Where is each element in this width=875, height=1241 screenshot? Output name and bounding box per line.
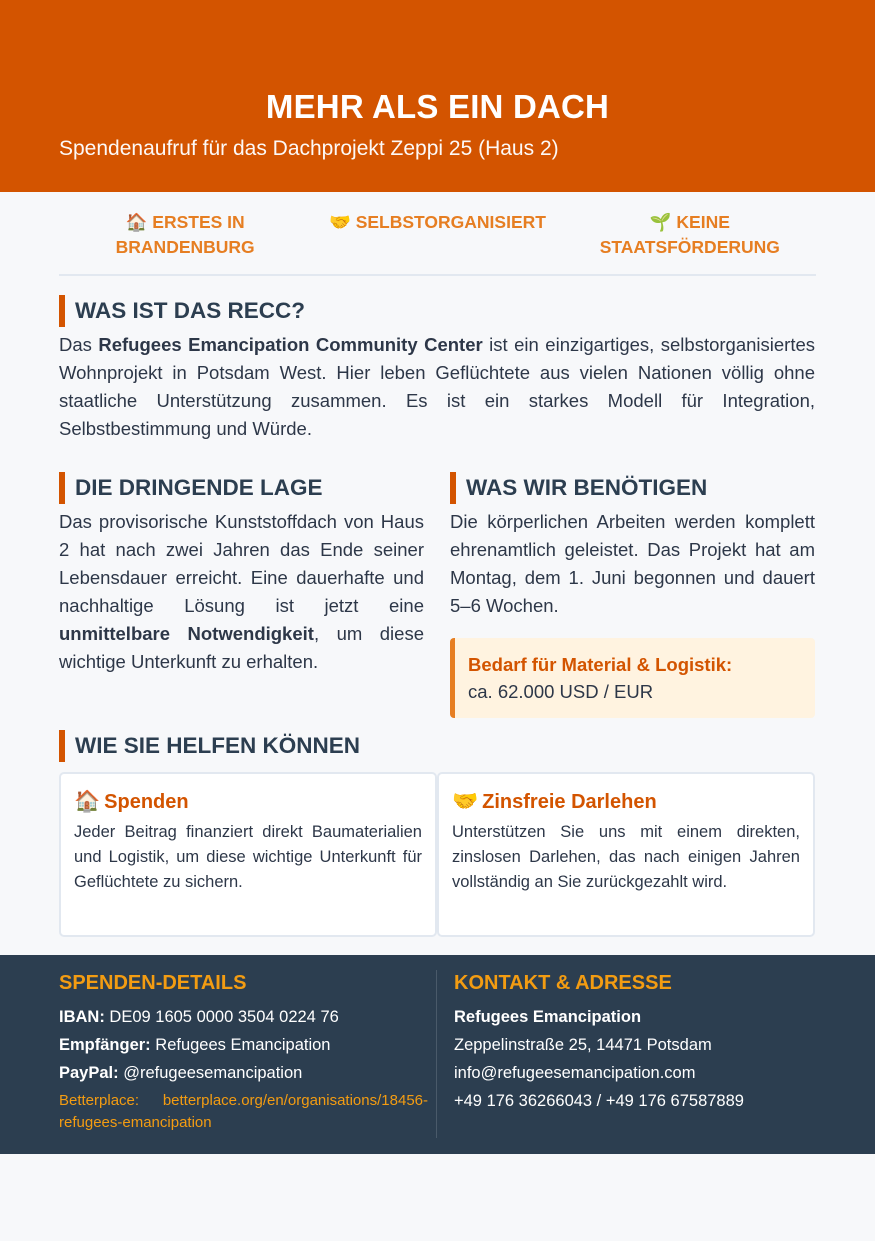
betterplace-link[interactable]: betterplace.org/en/organisations/18456-refugees-emancipation xyxy=(59,1092,428,1131)
handshake-icon: 🤝 xyxy=(452,790,479,813)
section-heading-text: WIE SIE HELFEN KÖNNEN xyxy=(75,733,361,758)
heading-accent-bar xyxy=(59,730,65,762)
feature-label: SELBSTORGANISIERT xyxy=(355,212,546,232)
page-subtitle: Spendenaufruf für das Dachprojekt Zeppi 25 (Haus 2) xyxy=(59,137,559,160)
footer xyxy=(0,955,875,1154)
contact-phone[interactable]: +49 176 36266043 / +49 176 67587889 xyxy=(454,1092,744,1110)
card-interest-free-loans xyxy=(437,772,815,937)
house-icon: 🏠 xyxy=(74,790,101,813)
page-title: MEHR ALS EIN DACH xyxy=(265,88,610,125)
card-text: Unterstützen Sie uns mit einem direkten, zinslosen Darlehen, das nach einigen Jahren vollständig an Sie zurückgezahlt wird. xyxy=(452,823,800,891)
feature-self-organized xyxy=(311,210,563,274)
card-title-text: Spenden xyxy=(104,791,189,813)
help-cards xyxy=(59,772,815,937)
card-donations xyxy=(59,772,437,937)
recc-description: Das Refugees Emancipation Community Center ist ein einzigartiges, selbstorganisiertes Wohnprojekt in Potsdam West. Hier leben Geflüchtete aus vielen Nationen völlig ohne staatliche Unterstützung zusammen. Es ist ein starkes Modell für Integration, Selbstbestimmung und Würde. xyxy=(59,334,816,439)
heading-accent-bar xyxy=(450,472,456,504)
funding-need-title: Bedarf für Material & Logistik: xyxy=(468,654,733,675)
funding-need-amount: ca. 62.000 USD / EUR xyxy=(468,681,654,702)
donation-details-title: SPENDEN-DETAILS xyxy=(59,972,247,994)
needs-description: Die körperlichen Arbeiten werden komplett ehrenamtlich geleistet. Das Projekt hat am Montag, dem 1. Juni begonnen und dauert 5–6 Wochen. xyxy=(450,511,815,616)
card-text: Jeder Beitrag finanziert direkt Baumaterialien und Logistik, um diese wichtige Unterkunft für Geflüchtete zu sichern. xyxy=(74,823,422,891)
iban-value: DE09 1605 0000 3504 0224 76 xyxy=(109,1008,339,1026)
card-title xyxy=(74,788,422,816)
seedling-icon: 🌱 xyxy=(649,212,672,232)
card-title-text: Zinsfreie Darlehen xyxy=(482,791,657,813)
urgent-description: Das provisorische Kunststoffdach von Haus 2 hat nach zwei Jahren das Ende seiner Lebensdauer erreicht. Eine dauerhafte und nachhaltige Lösung ist jetzt eine unmittelbare Notwendigkeit, um diese wichtige Unterkunft zu erhalten. xyxy=(59,511,424,672)
iban-line: IBAN: DE09 1605 0000 3504 0224 76 xyxy=(59,1008,339,1026)
paypal-value[interactable]: @refugeesemancipation xyxy=(123,1064,303,1082)
section-heading xyxy=(59,730,815,762)
donation-details xyxy=(59,970,437,1138)
feature-label: KEINE STAATSFÖRDERUNG xyxy=(599,212,780,257)
contact-address xyxy=(437,970,815,1154)
section-heading-text: WAS WIR BENÖTIGEN xyxy=(466,475,708,500)
section-heading xyxy=(59,295,815,327)
recipient-value: Refugees Emancipation xyxy=(155,1036,331,1054)
header-banner xyxy=(0,0,875,192)
paypal-line: PayPal: @refugeesemancipation xyxy=(59,1064,303,1082)
feature-strip xyxy=(59,192,816,276)
contact-name: Refugees Emancipation xyxy=(454,1008,642,1026)
section-recc xyxy=(59,295,815,443)
section-heading xyxy=(59,472,424,504)
contact-email[interactable]: info@refugeesemancipation.com xyxy=(454,1064,696,1082)
feature-no-state-funding xyxy=(564,210,816,274)
feature-first-in-brandenburg xyxy=(59,210,311,274)
section-heading xyxy=(450,472,815,504)
betterplace-line: Betterplace: betterplace.org/en/organisations/18456-refugees-emancipation xyxy=(59,1092,428,1131)
handshake-icon: 🤝 xyxy=(329,212,351,232)
section-how-to-help xyxy=(59,730,815,937)
funding-need-box xyxy=(450,638,815,718)
section-heading-text: WAS IST DAS RECC? xyxy=(75,298,306,323)
house-icon: 🏠 xyxy=(125,212,148,232)
heading-accent-bar xyxy=(59,295,65,327)
heading-accent-bar xyxy=(59,472,65,504)
recipient-line: Empfänger: Refugees Emancipation xyxy=(59,1036,331,1054)
section-urgent-situation xyxy=(59,472,424,676)
feature-label: ERSTES IN BRANDENBURG xyxy=(115,212,255,257)
section-heading-text: DIE DRINGENDE LAGE xyxy=(75,475,323,500)
card-title xyxy=(452,788,800,816)
contact-address-line: Zeppelinstraße 25, 14471 Potsdam xyxy=(454,1036,712,1054)
section-what-we-need xyxy=(450,472,815,718)
contact-title: KONTAKT & ADRESSE xyxy=(454,972,672,994)
